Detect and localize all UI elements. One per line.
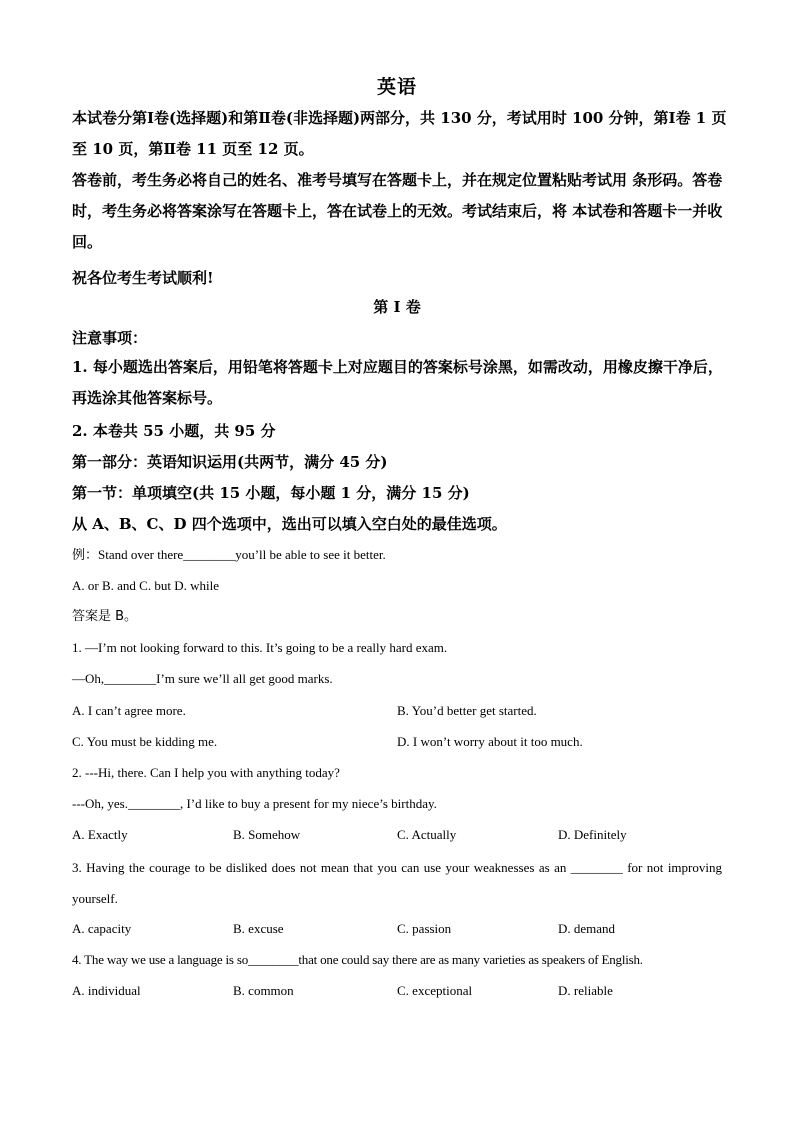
- instruction: 从 A、B、C、D 四个选项中，选出可以填入空白处的最佳选项。: [72, 515, 507, 533]
- question-3-option-c[interactable]: C. passion: [397, 921, 452, 936]
- question-1-option-b[interactable]: B. You’d better get started.: [397, 703, 537, 718]
- part1-heading: 第一部分：英语知识运用(共两节，满分 45 分): [72, 453, 388, 471]
- notes-heading: 注意事项：: [72, 329, 148, 347]
- question-1-options-row-1: [72, 702, 722, 720]
- question-3-option-d[interactable]: D. demand: [558, 921, 616, 936]
- question-4-option-d[interactable]: D. reliable: [558, 983, 613, 998]
- question-3-option-a[interactable]: A. capacity: [72, 921, 132, 936]
- question-2-option-b[interactable]: B. Somehow: [233, 827, 301, 842]
- intro-paragraph-3: 祝各位考生考试顺利!: [72, 269, 214, 287]
- intro-paragraph-1: 本试卷分第Ⅰ卷(选择题)和第Ⅱ卷(非选择题)两部分，共 130 分，考试用时 100 分钟，第Ⅰ卷 1 页至 10 页，第Ⅱ卷 11 页至 12 页。: [72, 109, 727, 158]
- question-1-options-row-2: [72, 733, 722, 751]
- question-2-line-2: ---Oh, yes.________, I’d like to buy a present for my niece’s birthday.: [72, 796, 437, 811]
- question-1-option-d[interactable]: D. I won’t worry about it too much.: [397, 734, 583, 749]
- notes-item-2: 2. 本卷共 55 小题，共 95 分: [72, 422, 276, 440]
- question-1-line-1: 1. —I’m not looking forward to this. It’s going to be a really hard exam.: [72, 640, 448, 655]
- volume-heading: 第 I 卷: [373, 298, 421, 316]
- question-4-option-a[interactable]: A. individual: [72, 983, 141, 998]
- intro-paragraph-2: 答卷前，考生务必将自己的姓名、准考号填写在答题卡上，并在规定位置粘贴考试用 条形码。答卷时，考生务必将答案涂写在答题卡上，答在试卷上的无效。考试结束后，将 本试卷和答题卡一并收回。: [72, 171, 723, 251]
- example-answer: 答案是 B。: [72, 609, 138, 624]
- question-1-line-2: —Oh,________I’m sure we’ll all get good marks.: [72, 671, 333, 686]
- question-2-option-d[interactable]: D. Definitely: [558, 827, 627, 842]
- section1-heading: 第一节：单项填空(共 15 小题，每小题 1 分，满分 15 分): [72, 484, 470, 502]
- question-4-option-b[interactable]: B. common: [233, 983, 294, 998]
- question-2-option-c[interactable]: C. Actually: [397, 827, 457, 842]
- question-3-options: [72, 920, 722, 938]
- question-2-line-1: 2. ---Hi, there. Can I help you with anything today?: [72, 765, 340, 780]
- example-options: A. or B. and C. but D. while: [72, 578, 219, 593]
- question-4-options: [72, 982, 722, 1000]
- question-3-option-b[interactable]: B. excuse: [233, 921, 284, 936]
- notes-item-1: 1. 每小题选出答案后，用铅笔将答题卡上对应题目的答案标号涂黑，如需改动，用橡皮擦干净后，再选涂其他答案标号。: [72, 358, 723, 407]
- example-stem: 例：Stand over there________you’ll be able to see it better.: [72, 547, 386, 562]
- question-1-option-c[interactable]: C. You must be kidding me.: [72, 734, 218, 749]
- question-3-stem: 3. Having the courage to be disliked does not mean that you can use your weaknesses as an ________ for not improving yourself.: [72, 860, 722, 906]
- question-4-option-c[interactable]: C. exceptional: [397, 983, 473, 998]
- page-title: 英语: [376, 76, 417, 98]
- question-4-stem: 4. The way we use a language is so________that one could say there are as many varieties as speakers of English.: [72, 952, 643, 967]
- question-2-option-a[interactable]: A. Exactly: [72, 827, 128, 842]
- question-1-option-a[interactable]: A. I can’t agree more.: [72, 703, 186, 718]
- question-2-options: [72, 826, 722, 844]
